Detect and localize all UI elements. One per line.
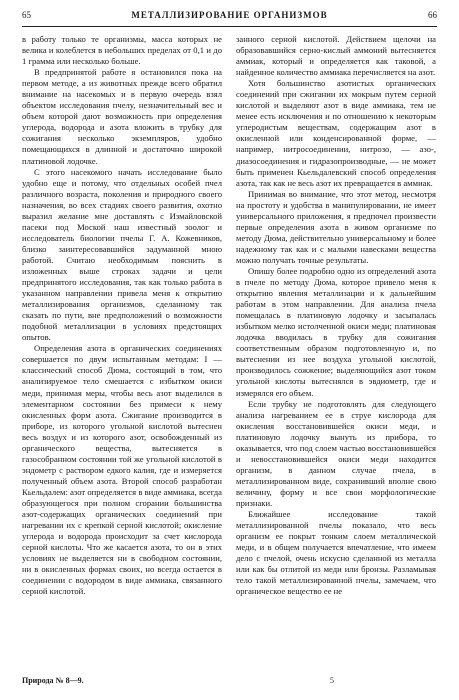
paragraph: занного серной кислотой. Действием щелочи на образовавшийся серно-кислый аммоний вытесняется аммиак, который и определяется как таковой, а найденное количество аммиака перечисляется на азот. [236,34,436,78]
paragraph: Опишу более подробно одно из определений азота в пчеле по методу Дюма, которое привело меня к открытию явления металлизации и к дальнейшим работам в этом направлении. Для анализа пчела помещалась в платиновую лодочку и засыпалась избытком мелко истолченной окиси меди; платиновая лодочка вводилась в трубку для сожигания соответственным образом подготовленную и, по вытеснении из нее воздуха угольной кислотой, производилось сожжение; выделяющийся азот током угольной кислоты вытеснялся в эвдиометр, где и измерялся его объем. [236,265,436,398]
running-title: МЕТАЛЛИЗИРОВАНИЕ ОРГАНИЗМОВ [131,10,328,20]
paragraph: в работу только те организмы, масса которых не велика и колеблется в небольших пределах от 0,1 и до 1 грамма или несколько больше. [22,34,222,67]
paragraph: Если трубку не подготовлять для следующего анализа нагреванием ее в струе кислорода для окисления восстановившейся окиси меди, и платиновую лодочку вынуть из прибора, то оказывается, что под слоем частью восстановившейся и невосстановившейся окиси меди находится организм, в данном случае пчела, в металлизированном виде, сохранивший вполне свою величину, форму и все свои морфологические признаки. [236,398,436,508]
paragraph: Хотя большинство азотистых органических соединений при сжигании их мокрым путем серной кислотой и выделяют азот в виде аммиака, тем не менее есть исключения и по отношению к некоторым углеродистым веществам, содержащим азот в окисленной или конденсированной форме, — например, нитросоединении, нитрозо, — азо-, диазосоединения и гидразопроизводные, — не может быть применен Кьельдалевский способ определения азота, так как не весь азот их превращается в аммиак. [236,78,436,188]
page-number-right: 66 [428,10,437,20]
paragraph: В предпринятой работе я остановился пока на первом методе, а из животных прежде всего обратил внимание на насекомых и в первую очередь взял объектом исследования пчелу, незначительный вес и объем которой дают возможность при определения углерода, водорода и азота вложить в трубку для сожигания несколько экземпляров, удобно помещающихся в длинной и достаточно широкой платиновой лодочке. [22,67,222,166]
journal-issue: Природа № 8—9. [22,676,84,685]
left-column [22,34,222,642]
paragraph: Ближайшее исследование такой металлизированной пчелы показало, что весь организм ее покрыт тонким слоем металлической меди, и в общем получается впечатление, что имеем дело с пчелой, очень искусно сделанной из металла или как бы отлитой из меди или бронзы. Разламывая тело такой металлизированной пчелы, замечаем, что органическое вещество ее не [236,509,436,597]
page-header [22,8,437,27]
paragraph: С этого насекомого начать исследование было удобно еще и потому, что отдельных особей пчел различного возраста, поколения и природного своего назначения, во всех стадиях своего развития, охотно выразил желание мне доставлять с Измайловской пасеки под Моской наш известный зоолог и исследователь биологии пчелы Г. А. Кожевников, близко заинтересовавшийся задуманной мною работой. Считаю необходимым пояснить в изложенных выше строках задачи и цели предпринятого исследования, так как только работа в указанном направлении привела меня к открытию металлизирования организмов, сделанному так сказать по пути, вне предположений о возможности подобной металлизации в условиях предстоящих опытов. [22,166,222,343]
page-number-left: 65 [22,10,31,20]
paragraph: Определения азота в органических соединениях совершается по двум испытанным методам: I — классический способ Дюма, состоящий в том, что анализируемое тело смешается с избытком окиси меди, принимая меры, чтобы весь азот выделился в элементарном состоянии без примеси к нему окисленных форм азота. Сжигание производится в приборе, из которого угольной кислотой вытеснен весь воздух и из которого азот, освобожденный из органического вещества, вытесняется в газособранном состоянии той же угольной кислотой в эндометр с раствором едкого калия, где и измеряется полученный объем азота. Второй способ разработан Кьельдалем: азот определяется в виде аммиака, всегда образующегося при полном сгорании большинства азот-содержащих органических соединений при нагревании их с крепкой серной кислотой; окисление углерода и водорода происходит за счет кислорода серной кислоты. Что же касается азота, то он в этих условиях не выделяется ни в свободном состоянии, ни в окисленных формах своих, но всегда остается в соединении с водородом в виде аммиака, связанного серной кислотой. [22,343,222,597]
right-column [236,34,436,642]
page-footer [22,676,437,690]
paragraph: Принимая во внимание, что этот метод, несмотря на простоту и удобства в манипулировании, не имеет универсального приложения, я предпочел произвести первые определения азота в живом организме по методу Дюма, действительно универсальному и более надежному так как и с малыми навесками вещества можно получать точные результаты. [236,188,436,265]
signature-mark: 5 [330,676,334,685]
